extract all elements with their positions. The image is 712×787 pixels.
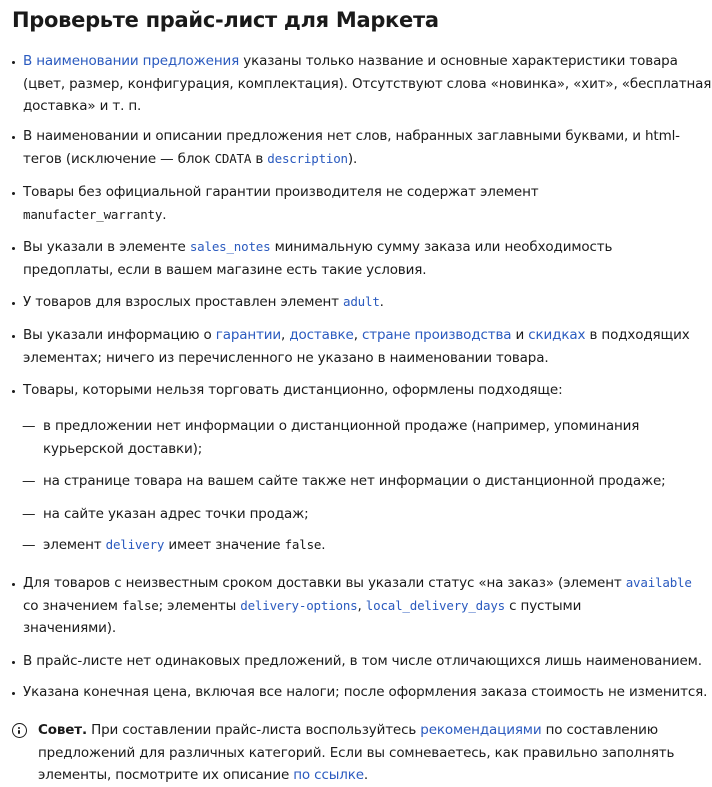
bullet-marker <box>12 247 15 250</box>
dash-marker: — <box>22 537 36 553</box>
bullet-marker <box>12 302 15 305</box>
sales-notes-code-link[interactable]: sales_notes <box>189 239 271 254</box>
delivery-code-link[interactable]: delivery <box>105 537 165 552</box>
tip-note: Совет. При составлении прайс-листа воспользуйтесь рекомендациями по составлению предложений для различных категорий. Если вы сомневаетесь, как правильно заполнять элементы, посмотрите их описание по ссылке. <box>38 722 675 783</box>
dash-marker: — <box>22 506 36 522</box>
list-item: Вы указали информацию о гарантии, доставке, стране производства и скидках в подходящих элементах; ничего из перечисленного не указано в наименовании товара. <box>23 327 690 366</box>
bullet-marker <box>12 61 15 64</box>
list-item: Для товаров с неизвестным сроком доставки вы указали статус «на заказ» (элемент available со значением false; элементы delivery-options, local_delivery_days с пустыми значениями). <box>23 575 692 636</box>
code-cdata: CDATA <box>214 150 252 166</box>
delivery-options-code-link[interactable]: delivery-options <box>240 597 358 613</box>
sub-list-item: в предложении нет информации о дистанционной продаже (например, упоминания курьерской доставки); <box>43 418 640 457</box>
by-link-link[interactable]: по ссылке <box>293 767 364 783</box>
list-item: У товаров для взрослых проставлен элемент adult. <box>23 294 384 310</box>
sub-list-item: на странице товара на вашем сайте также нет информации о дистанционной продаже; <box>43 473 666 489</box>
bullet-marker <box>12 192 15 195</box>
list-item: Товары без официальной гарантии производителя не содержат элемент manufacter_warranty. <box>23 184 539 223</box>
list-item: В наименовании и описании предложения нет слов, набранных заглавными буквами, и html- тегов (исключение — блок CDATA в description). <box>23 128 680 167</box>
adult-code-link[interactable]: adult <box>343 294 380 309</box>
discounts-link[interactable]: скидках <box>528 327 586 343</box>
local-delivery-days-code-link[interactable]: local_delivery_days <box>365 597 505 613</box>
info-icon <box>12 723 27 738</box>
code-false: false <box>121 597 159 613</box>
code-false: false <box>284 537 322 552</box>
dash-marker: — <box>22 473 36 489</box>
dash-marker: — <box>22 418 36 434</box>
warranty-link[interactable]: гарантии <box>215 327 282 343</box>
list-item: Товары, которыми нельзя торговать дистанционно, оформлены подходяще: <box>23 382 563 398</box>
bullet-marker <box>12 335 15 338</box>
description-code-link[interactable]: description <box>267 150 348 166</box>
bullet-marker <box>12 692 15 695</box>
bullet-marker <box>12 390 15 393</box>
country-of-origin-link[interactable]: стране производства <box>362 327 512 343</box>
recommendations-link[interactable]: рекомендациями <box>420 722 542 738</box>
bullet-marker <box>12 661 15 664</box>
sub-list-item: элемент delivery имеет значение false. <box>43 537 326 553</box>
bullet-marker <box>12 136 15 139</box>
offer-name-link[interactable]: В наименовании предложения <box>23 53 240 69</box>
sub-list-item: на сайте указан адрес точки продаж; <box>43 506 309 522</box>
available-code-link[interactable]: available <box>625 575 692 590</box>
list-item: В наименовании предложения указаны только название и основные характеристики товара (цвет, размер, конфигурация, комплектация). Отсутствуют слова «новинка», «хит», «бесплатная доставка» и т. п. <box>23 53 712 114</box>
list-item: Указана конечная цена, включая все налоги; после оформления заказа стоимость не изменится. <box>23 684 708 700</box>
list-item: Вы указали в элементе sales_notes минимальную сумму заказа или необходимость предоплаты, если в вашем магазине есть такие условия. <box>23 239 613 278</box>
tip-label: Совет. <box>38 722 87 738</box>
code-manufacter-warranty: manufacter_warranty <box>23 206 163 222</box>
page-title: Проверьте прайс-лист для Маркета <box>12 8 439 32</box>
list-item: В прайс-листе нет одинаковых предложений, в том числе отличающихся лишь наименованием. <box>23 653 702 669</box>
bullet-marker <box>12 583 15 586</box>
delivery-link[interactable]: доставке <box>289 327 354 343</box>
